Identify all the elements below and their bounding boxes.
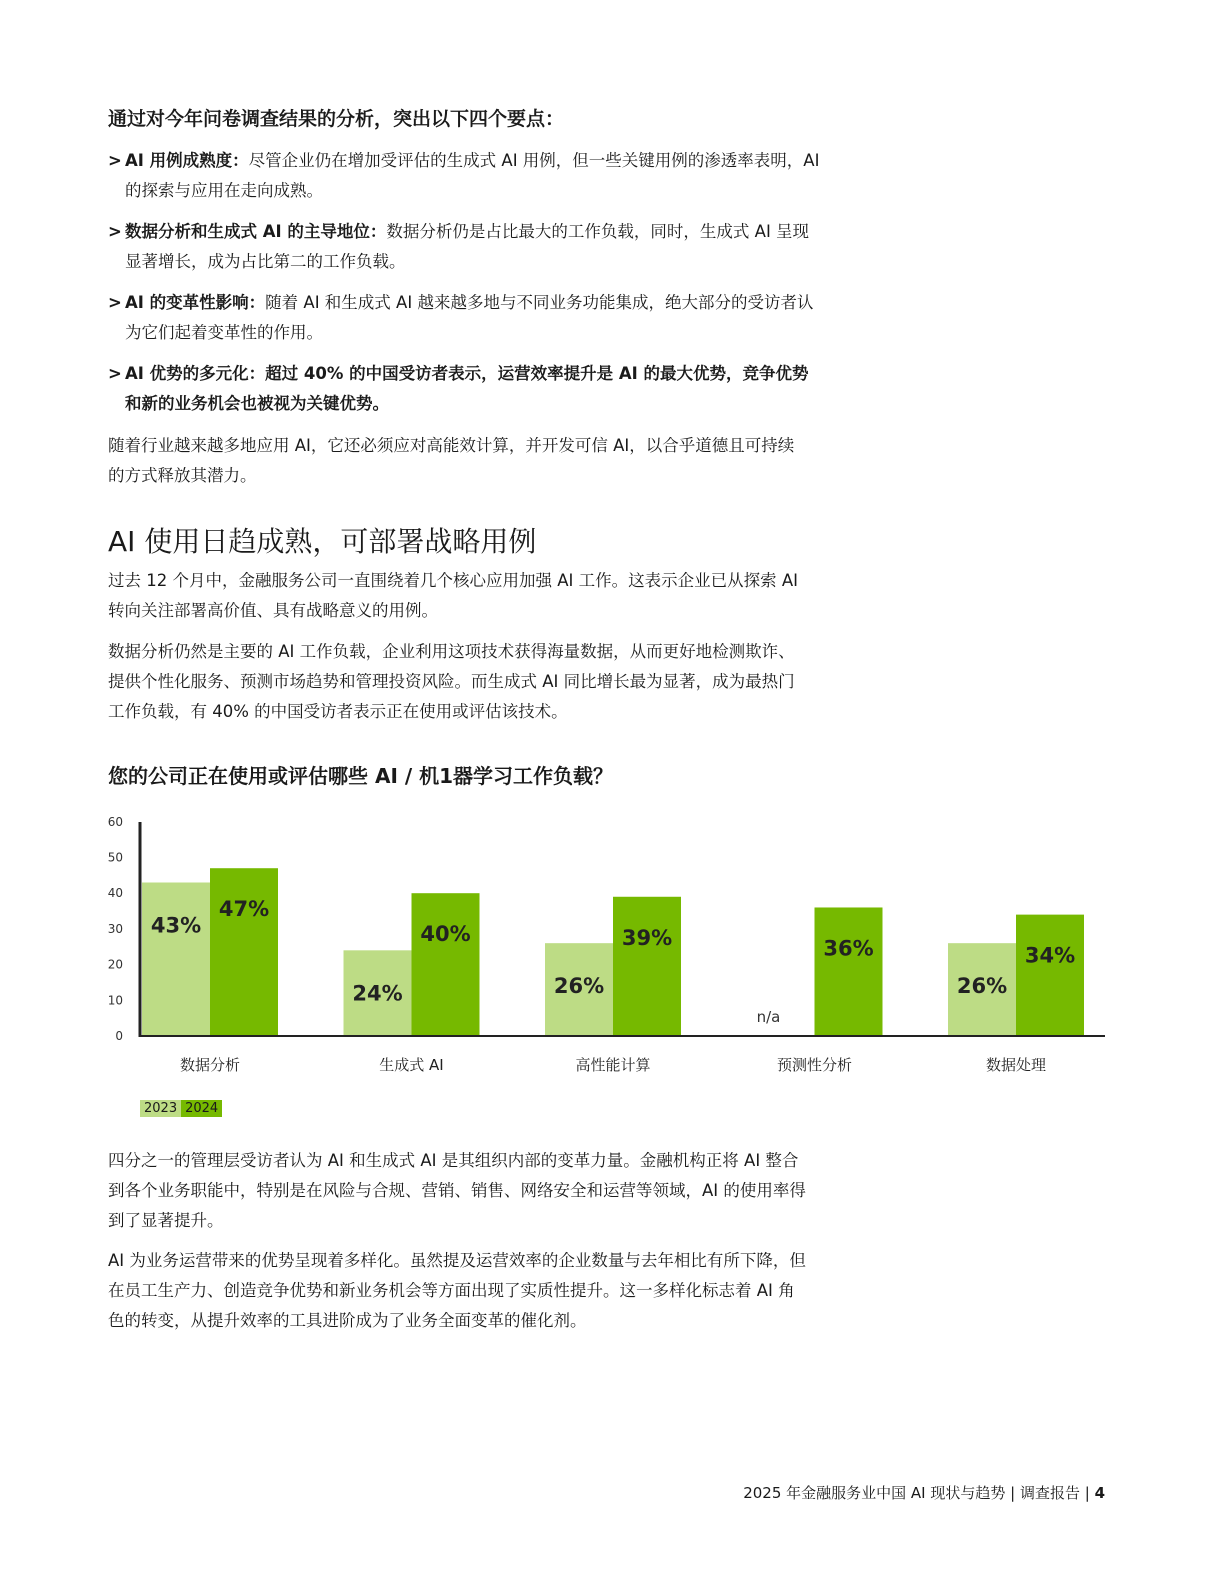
x-category-label: 高性能计算 <box>575 1056 651 1074</box>
bullet-item <box>108 146 825 206</box>
bullet-item <box>108 217 825 277</box>
bar-value-label: 34% <box>1024 943 1076 968</box>
page-number: 4 <box>1094 1484 1105 1502</box>
chevron-icon: > <box>108 293 122 312</box>
y-tick-label: 50 <box>107 850 123 865</box>
x-category-label: 数据处理 <box>985 1056 1047 1074</box>
bar-value-label: 36% <box>823 936 874 961</box>
bar-value-label: 24% <box>352 981 403 1006</box>
y-tick-label: 30 <box>107 921 123 936</box>
bullet-text: 随着 AI 和生成式 AI 越来越多地与不同业务功能集成，绝大部分的受访者认为它们起着变革性的作用。 <box>125 293 814 342</box>
footer <box>743 1482 1105 1503</box>
chart-legend <box>140 1100 222 1117</box>
footer-text: 2025 年金融服务业中国 AI 现状与趋势 | 调查报告 | <box>743 1484 1090 1502</box>
bar-2024 <box>412 893 480 1036</box>
y-tick-label: 10 <box>107 993 123 1008</box>
y-tick-label: 0 <box>115 1029 123 1043</box>
bar-2024 <box>1016 915 1084 1036</box>
bullet-title: AI 的变革性影响： <box>125 293 266 312</box>
bullet-title: AI 用例成熟度： <box>125 151 249 170</box>
intro-closing: 随着行业越来越多地应用 AI，它还必须应对高能效计算，并开发可信 AI，以合乎道德且可持续的方式释放其潜力。 <box>108 436 795 485</box>
bar-2024 <box>613 897 681 1036</box>
bullet-title: AI 优势的多元化： <box>125 364 266 383</box>
y-tick-label: 20 <box>107 957 123 972</box>
bar-2024 <box>210 868 278 1036</box>
bar-label-na: n/a <box>756 1008 781 1026</box>
paragraph: 四分之一的管理层受访者认为 AI 和生成式 AI 是其组织内部的变革力量。金融机构正将 AI 整合到各个业务职能中，特别是在风险与合规、营销、销售、网络安全和运营等领域，AI 的使用率得到了显著提升。 <box>108 1151 806 1230</box>
x-category-label: 数据分析 <box>179 1056 241 1074</box>
section-title: AI 使用日趋成熟，可部署战略用例 <box>108 525 537 558</box>
bar-2024 <box>815 907 883 1036</box>
y-tick-label: 40 <box>107 886 123 901</box>
chevron-icon: > <box>108 222 122 241</box>
bar-value-label: 26% <box>553 974 605 999</box>
bullet-title: 数据分析和生成式 AI 的主导地位： <box>125 222 387 241</box>
bar-value-label: 39% <box>621 925 673 950</box>
x-category-label: 预测性分析 <box>776 1056 853 1074</box>
y-tick-label: 60 <box>107 814 123 829</box>
bar-value-label: 40% <box>420 922 471 947</box>
chevron-icon: > <box>108 364 122 383</box>
bullet-text: 尽管企业仍在增加受评估的生成式 AI 用例，但一些关键用例的渗透率表明，AI 的探索与应用在走向成熟。 <box>125 151 820 200</box>
bullet-text: 超过 40% 的中国受访者表示，运营效率提升是 AI 的最大优势，竞争优势和新的业务机会也被视为关键优势。 <box>125 364 809 413</box>
legend-2023: 2023 <box>140 1100 181 1117</box>
x-category-label: 生成式 AI <box>379 1056 444 1074</box>
bar-value-label: 43% <box>150 913 202 938</box>
paragraph: AI 为业务运营带来的优势呈现着多样化。虽然提及运营效率的企业数量与去年相比有所下降，但在员工生产力、创造竞争优势和新业务机会等方面出现了实质性提升。这一多样化标志着 AI 角色的转变，从提升效率的工具进阶成为了业务全面变革的催化剂。 <box>108 1251 806 1330</box>
bar-2023 <box>142 882 210 1036</box>
bullet-item <box>108 359 825 419</box>
legend-2024: 2024 <box>181 1100 222 1117</box>
bar-chart <box>0 800 1224 1090</box>
chart-title: 您的公司正在使用或评估哪些 AI / 机1器学习工作负载？ <box>108 764 614 788</box>
paragraph: 数据分析仍然是主要的 AI 工作负载，企业利用这项技术获得海量数据，从而更好地检测欺诈、提供个性化服务、预测市场趋势和管理投资风险。而生成式 AI 同比增长最为显著，成为最热门工作负载，有 40% 的中国受访者表示正在使用或评估该技术。 <box>108 642 795 721</box>
bar-value-label: 47% <box>218 897 270 922</box>
paragraph: 过去 12 个月中，金融服务公司一直围绕着几个核心应用加强 AI 工作。这表示企业已从探索 AI 转向关注部署高价值、具有战略意义的用例。 <box>108 571 799 620</box>
intro-heading: 通过对今年问卷调查结果的分析，突出以下四个要点： <box>108 108 565 130</box>
bullet-item <box>108 288 825 348</box>
chevron-icon: > <box>108 151 122 170</box>
bar-value-label: 26% <box>956 974 1008 999</box>
bullet-text: 数据分析仍是占比最大的工作负载，同时，生成式 AI 呈现显著增长，成为占比第二的工作负载。 <box>125 222 810 271</box>
